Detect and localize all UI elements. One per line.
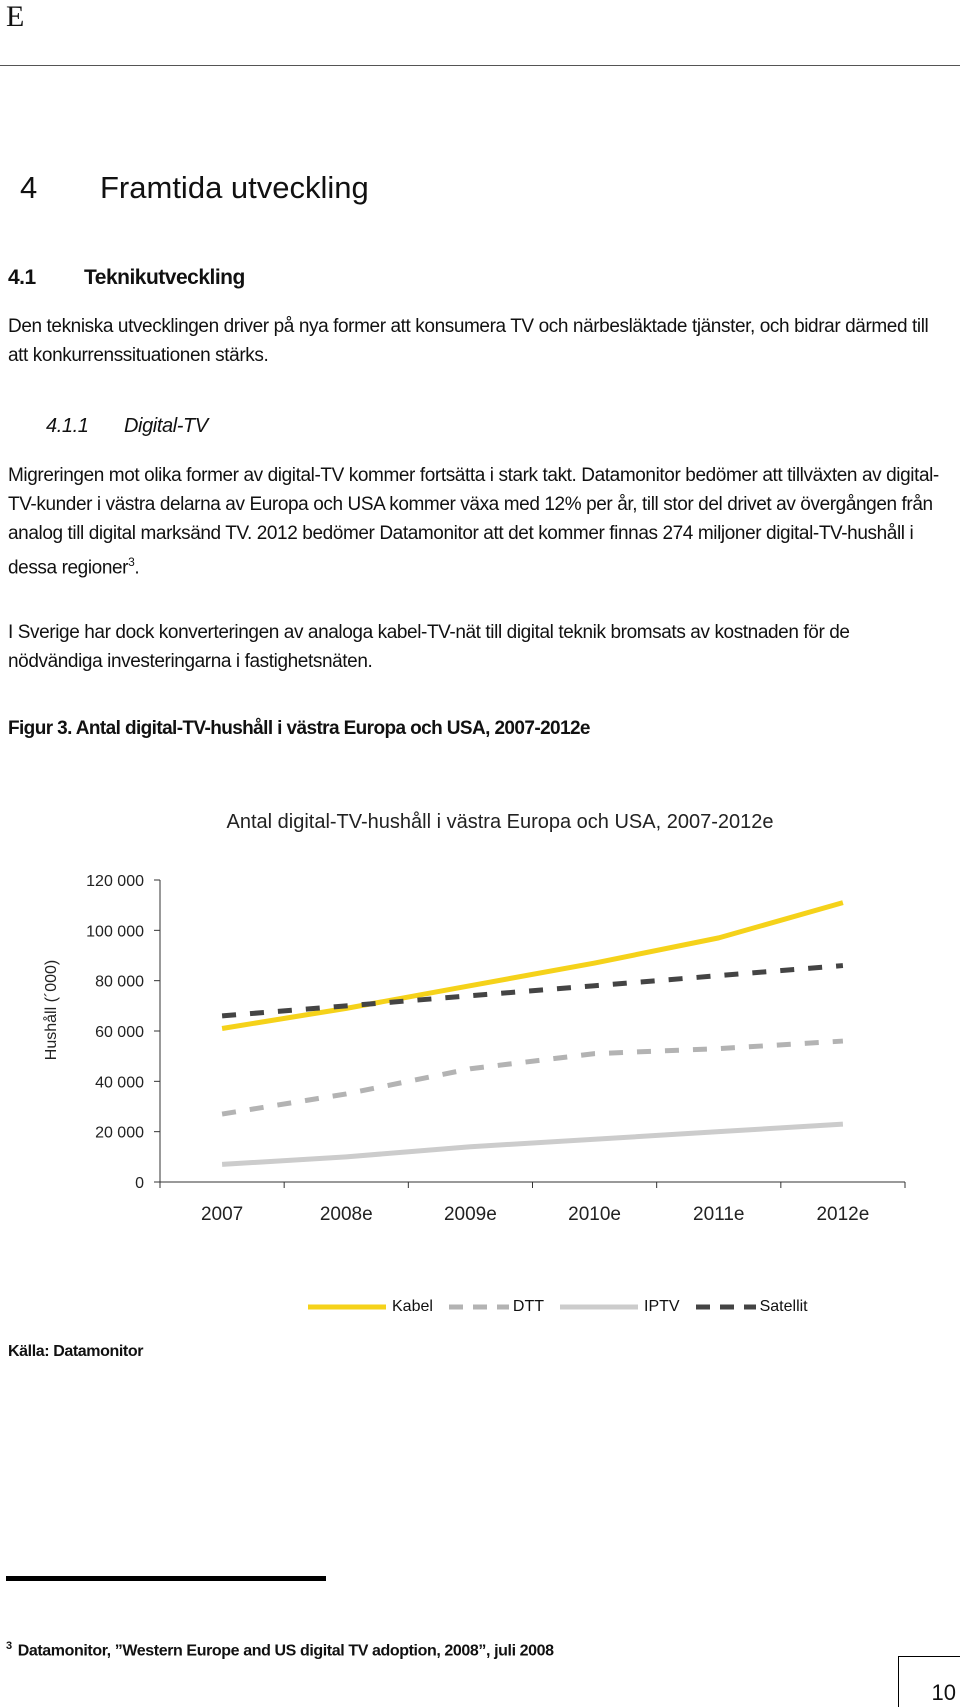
- legend-swatch-kabel: [308, 1302, 392, 1312]
- subsubsection-number: 4.1.1: [46, 415, 89, 437]
- line-chart: [0, 780, 960, 1240]
- page-number: 10: [931, 1680, 956, 1705]
- chart-source: Källa: Datamonitor: [8, 1343, 144, 1360]
- y-tick-label: 20 000: [95, 1124, 144, 1142]
- header-rule: [0, 65, 960, 66]
- section-number: 4: [20, 170, 38, 205]
- y-axis-label: Hushåll (´000): [43, 959, 60, 1061]
- legend-label-kabel: Kabel: [392, 1298, 433, 1315]
- legend-item-kabel: [308, 1298, 449, 1316]
- x-tick-label: 2007: [200, 1204, 244, 1225]
- series-line-dtt: [222, 1041, 843, 1114]
- footnote-text: Datamonitor, ”Western Europe and US digital TV adoption, 2008”, juli 2008: [17, 1642, 554, 1660]
- chart-legend: [308, 1298, 824, 1316]
- x-tick-label: 2010e: [568, 1204, 622, 1225]
- intro-paragraph: Den tekniska utvecklingen driver på nya former att konsumera TV och närbesläktade tjänster, och bidrar därmed till att konkurrenssituationen stärks.: [8, 316, 929, 366]
- y-tick-label: 100 000: [86, 923, 144, 941]
- legend-swatch-dtt: [449, 1302, 513, 1312]
- legend-swatch-iptv: [560, 1302, 644, 1312]
- y-tick-label: 80 000: [95, 973, 144, 991]
- y-tick-label: 40 000: [95, 1074, 144, 1092]
- footnote-rule: [6, 1576, 326, 1581]
- legend-item-satellit: [696, 1298, 824, 1316]
- legend-item-iptv: [560, 1298, 696, 1316]
- x-tick-label: 2009e: [443, 1204, 497, 1225]
- subsubsection-heading: [46, 415, 208, 438]
- x-tick-label: 2008e: [319, 1204, 373, 1225]
- x-tick-label: 2011e: [693, 1204, 745, 1225]
- legend-label-dtt: DTT: [512, 1298, 545, 1315]
- subsection-title: Teknikutveckling: [84, 266, 245, 289]
- footnote: [6, 1640, 554, 1660]
- legend-item-dtt: [449, 1298, 560, 1316]
- y-tick-label: 60 000: [95, 1024, 144, 1041]
- paragraph-sverige: I Sverige har dock konverteringen av analoga kabel-TV-nät till digital teknik bromsats av kostnaden för de nödvändiga investeringarna i fastighetsnäten.: [8, 622, 850, 672]
- header-letter: E: [6, 0, 25, 33]
- x-axis: [160, 1182, 905, 1225]
- y-tick-label: 120 000: [86, 873, 144, 890]
- section-heading: [20, 170, 369, 206]
- section-title: Framtida utveckling: [100, 170, 369, 205]
- footnote-marker[interactable]: 3: [128, 555, 135, 569]
- subsection-number: 4.1: [8, 266, 36, 289]
- legend-label-satellit: Satellit: [759, 1298, 808, 1315]
- chart-title: Antal digital-TV-hushåll i västra Europa och USA, 2007-2012e: [226, 811, 774, 833]
- footnote-number: 3: [6, 1640, 12, 1652]
- paragraph-digital-tv: [8, 461, 948, 582]
- x-tick-label: 2012e: [816, 1204, 870, 1225]
- subsection-heading: [8, 266, 245, 290]
- legend-swatch-satellit: [696, 1302, 760, 1312]
- subsubsection-title: Digital-TV: [124, 415, 208, 437]
- y-tick-label: 0: [135, 1175, 144, 1192]
- legend-label-iptv: IPTV: [644, 1298, 680, 1315]
- figure-caption: Figur 3. Antal digital-TV-hushåll i västra Europa och USA, 2007-2012e: [8, 718, 590, 739]
- paragraph-digital-tv-text: Migreringen mot olika former av digital-TV kommer fortsätta i stark takt. Datamonitor bedömer att tillväxten av digital-TV-kunder i västra delarna av Europa och USA kommer växa med 12% per år, till stor del drivet av övergången från analog till digital marksänd TV. 2012 bedömer Datamonitor att det kommer finnas 274 miljoner digital-TV-hushåll i dessa regioner: [8, 465, 939, 579]
- paragraph-digital-tv-end: .: [134, 557, 140, 579]
- series-line-iptv: [222, 1124, 843, 1164]
- series-lines: [222, 903, 843, 1165]
- y-axis: [86, 873, 160, 1192]
